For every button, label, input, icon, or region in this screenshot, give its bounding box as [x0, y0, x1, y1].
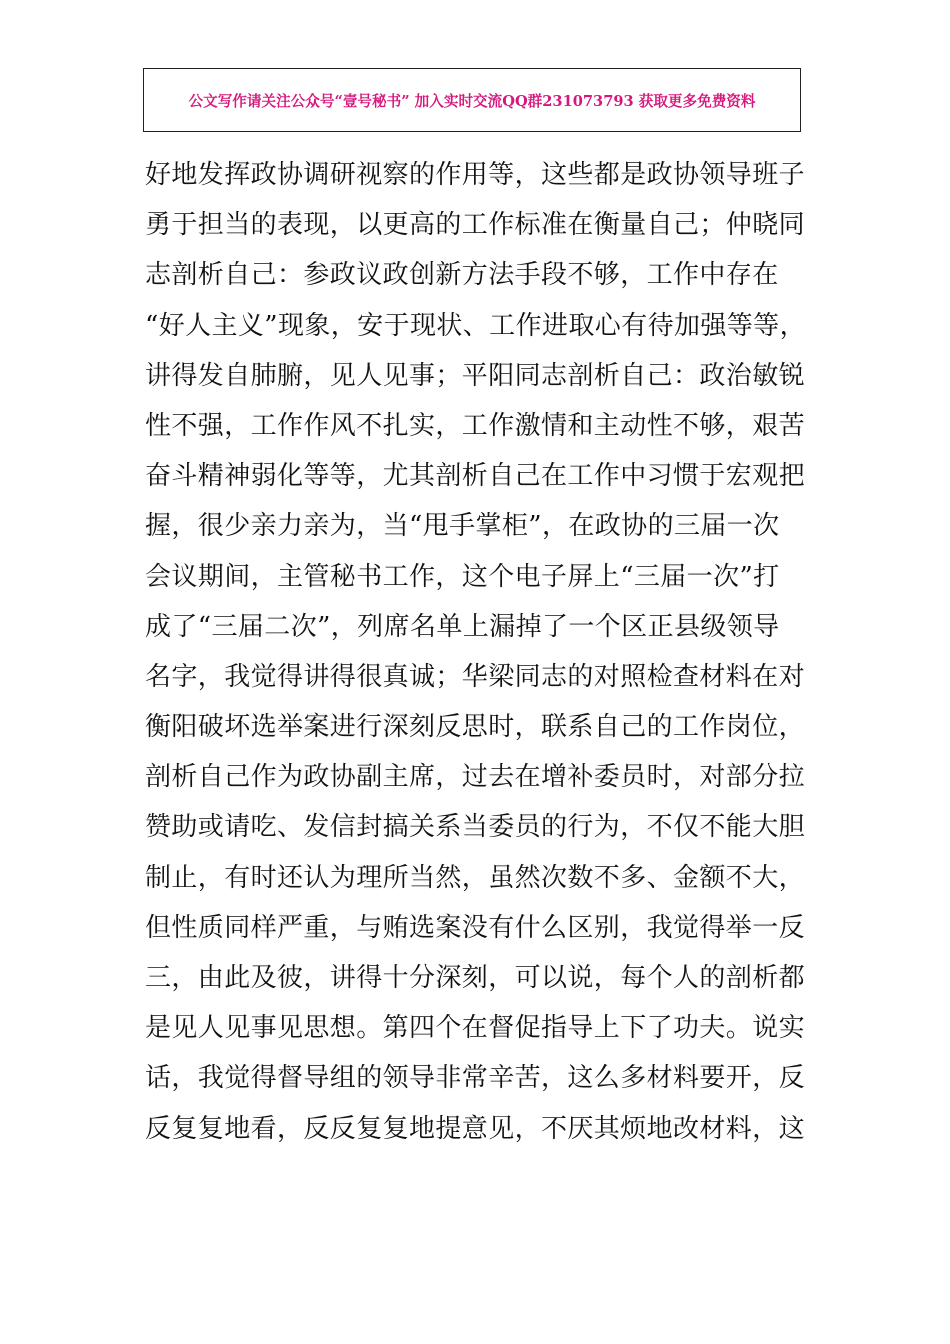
text-line: 握，很少亲力亲为，当“甩手掌柜”，在政协的三届一次 — [145, 511, 780, 542]
text-line: 讲得发自肺腑，见人见事；平阳同志剖析自己：政治敏锐 — [145, 360, 806, 391]
banner-text: 公文写作请关注公众号“壹号秘书” 加入实时交流QQ群231073793 获取更多免费资料 — [188, 92, 756, 110]
text-line: 赞助或请吃、发信封搞关系当委员的行为，不仅不能大胆 — [145, 812, 806, 843]
text-line: 剖析自己作为政协副主席，过去在增补委员时，对部分拉 — [145, 762, 806, 793]
text-line: 勇于担当的表现，以更高的工作标准在衡量自己；仲晓同 — [145, 210, 806, 241]
text-line: 是见人见事见思想。第四个在督促指导上下了功夫。说实 — [145, 1013, 806, 1044]
text-line: 志剖析自己：参政议政创新方法手段不够，工作中存在 — [145, 260, 779, 291]
text-line: 话，我觉得督导组的领导非常辛苦，这么多材料要开，反 — [145, 1063, 806, 1094]
text-line: “好人主义”现象，安于现状、工作进取心有待加强等等， — [145, 310, 806, 341]
text-line: 三，由此及彼，讲得十分深刻，可以说，每个人的剖析都 — [145, 963, 806, 993]
header-banner — [143, 68, 801, 132]
text-line: 名字，我觉得讲得很真诚；华梁同志的对照检查材料在对 — [145, 661, 806, 692]
text-line: 成了“三届二次”，列席名单上漏掉了一个区正县级领导 — [145, 611, 780, 642]
text-line: 反复复地看，反反复复地提意见，不厌其烦地改材料，这 — [145, 1113, 806, 1144]
text-line: 衡阳破坏选举案进行深刻反思时，联系自己的工作岗位， — [145, 712, 806, 743]
text-line: 性不强，工作作风不扎实，工作激情和主动性不够，艰苦 — [145, 410, 806, 441]
text-line: 好地发挥政协调研视察的作用等，这些都是政协领导班子 — [145, 160, 806, 190]
text-line: 会议期间，主管秘书工作，这个电子屏上“三届一次”打 — [145, 561, 780, 592]
text-line: 制止，有时还认为理所当然，虽然次数不多、金额不大， — [145, 862, 806, 893]
text-line: 但性质同样严重，与贿选案没有什么区别，我觉得举一反 — [145, 912, 806, 943]
text-line: 奋斗精神弱化等等，尤其剖析自己在工作中习惯于宏观把 — [145, 461, 806, 492]
document-body — [145, 150, 805, 1154]
